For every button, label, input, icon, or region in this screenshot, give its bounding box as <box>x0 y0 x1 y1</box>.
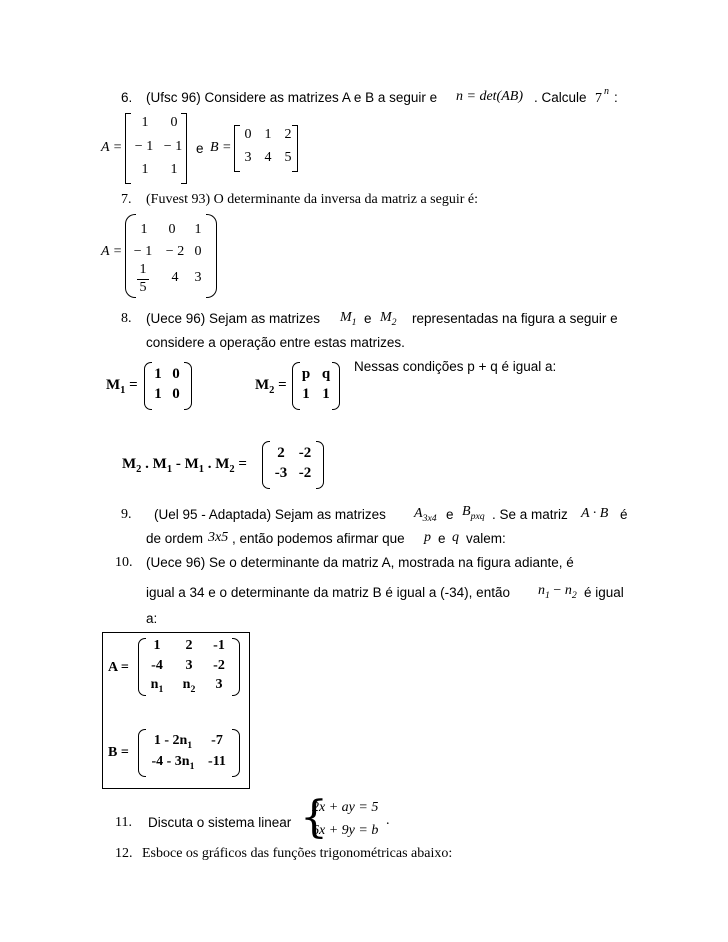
q8-m2-label: $M_2$ = <box>255 377 287 396</box>
q8-result-left-paren <box>262 441 270 489</box>
q9-e2: e <box>438 531 446 546</box>
q7-cell: − 1 <box>133 244 153 259</box>
q12-text: Esboce os gráficos das funções trigonométricas abaixo: <box>142 846 453 861</box>
q9-p: p <box>424 530 431 545</box>
q8-m2-inline: $M_2$ <box>380 310 397 328</box>
q10-text2: igual a 34 e o determinante da matriz B é igual a (-34), então <box>146 585 510 600</box>
q10-a-cell: -1 <box>213 638 225 653</box>
q10-a-cell-n1: $n_1$ <box>150 677 164 695</box>
q7-fraction-numerator: 1 <box>139 262 147 277</box>
q8-result-cell: -2 <box>298 445 312 461</box>
q6-e: e <box>196 141 204 156</box>
q9-text1: (Uel 95 - Adaptada) Sejam as matrizes <box>154 507 386 522</box>
q9-matrix-a: $A_{3x4}$ <box>414 506 437 524</box>
q8-result-right-paren <box>316 441 324 489</box>
q11-equation-2: 6x + 9y = b <box>312 823 379 838</box>
q6-seven: 7 <box>595 91 602 106</box>
q9-text2: . Se a matriz <box>492 507 568 522</box>
q7-cell: 1 <box>140 222 148 237</box>
q7-cell: 0 <box>194 244 202 259</box>
q6-n-expression: n = det(AB) <box>456 89 523 104</box>
q10-text4: a: <box>146 611 158 626</box>
q8-result-cell: -2 <box>298 465 312 481</box>
q6-a-cell: 1 <box>141 115 149 130</box>
q6-text: (Ufsc 96) Considere as matrizes A e B a seguir e <box>146 90 438 105</box>
q9-text3: é <box>620 507 628 522</box>
q7-cell: 4 <box>171 270 179 285</box>
q10-b-cell: -11 <box>208 754 226 769</box>
q8-m2-cell: q <box>321 366 331 382</box>
q11-equation-1: 2x + ay = 5 <box>312 800 379 815</box>
q6-matrix-a-label: A = <box>101 140 123 155</box>
q11-dot: . <box>386 813 390 828</box>
q10-a-cell: 3 <box>185 658 193 673</box>
q9-text5: , então podemos afirmar que <box>232 531 405 546</box>
q10-b-cell: $1 - 2n_1$ <box>153 733 193 751</box>
q10-b-right-paren <box>232 729 240 777</box>
q10-text1: (Uece 96) Se o determinante da matriz A, mostrada na figura adiante, é <box>146 555 574 570</box>
q11-system-brace: { <box>300 792 328 843</box>
q9-matrix-b: $B_{pxq}$ <box>462 504 485 522</box>
q10-matrix-a-label: A = <box>108 660 129 675</box>
q12-number: 12. <box>115 846 133 861</box>
q6-b-cell: 4 <box>264 150 272 165</box>
q8-e: e <box>364 311 372 326</box>
q8-m1-cell: 0 <box>172 366 180 382</box>
q8-text-line1a: (Uece 96) Sejam as matrizes <box>146 311 321 326</box>
q8-m1-label: $M_1$ = <box>106 377 138 396</box>
q7-fraction-denominator: 5 <box>139 280 147 295</box>
q10-a-right-paren <box>232 638 240 696</box>
q7-cell: 3 <box>194 270 202 285</box>
q8-text-line1b: representadas na figura a seguir e <box>412 311 618 326</box>
q8-m1-cell: 0 <box>172 386 180 402</box>
q6-b-cell: 5 <box>284 150 292 165</box>
q8-m1-inline: $M_1$ <box>340 310 357 328</box>
q8-m1-cell: 1 <box>154 366 162 382</box>
q6-b-cell: 0 <box>244 127 252 142</box>
q10-number: 10. <box>115 555 133 570</box>
q10-a-cell: -2 <box>213 658 225 673</box>
q10-a-cell-n2: $n_2$ <box>182 677 196 695</box>
q6-matrix-b-label: B = <box>210 140 232 155</box>
q6-a-cell: − 1 <box>134 139 154 154</box>
q8-m2-cell: 1 <box>322 386 330 402</box>
q11-number: 11. <box>115 815 132 830</box>
q9-product-ab: A · B <box>581 506 609 521</box>
q10-a-cell: 1 <box>153 638 161 653</box>
q11-text: Discuta o sistema linear <box>148 815 292 830</box>
q10-a-cell: 2 <box>185 638 193 653</box>
q7-cell: − 2 <box>165 244 185 259</box>
q8-number: 8. <box>121 311 132 326</box>
q9-q: q <box>452 530 459 545</box>
q10-a-cell: 3 <box>215 677 223 692</box>
q8-operation: $M_2$ . $M_1 - M_1$ . $M_2$ = <box>122 456 247 475</box>
q6-a-cell: 1 <box>170 162 178 177</box>
q9-text6: valem: <box>466 531 506 546</box>
q9-number: 9. <box>121 507 132 522</box>
q7-cell: 1 <box>194 222 202 237</box>
q6-number: 6. <box>121 90 133 105</box>
q6-exponent-n: n <box>604 86 609 97</box>
q10-n1-minus-n2: $n_1 - n_2$ <box>538 583 577 601</box>
q10-a-cell: -4 <box>151 658 163 673</box>
q8-text-line2: considere a operação entre estas matrizes. <box>146 335 405 350</box>
q9-text4: de ordem <box>146 531 204 546</box>
q6-b-cell: 3 <box>244 150 252 165</box>
q7-text: (Fuvest 93) O determinante da inversa da matriz a seguir é: <box>146 192 478 207</box>
q8-text-line3: Nessas condições p + q é igual a: <box>354 359 557 374</box>
q6-text-calcule: . Calcule <box>534 90 587 105</box>
q10-b-cell: -7 <box>211 733 223 748</box>
q9-e: e <box>446 507 454 522</box>
q7-cell: 0 <box>168 222 176 237</box>
q6-b-cell: 2 <box>284 127 292 142</box>
q8-result-cell: 2 <box>277 445 285 461</box>
q6-colon: : <box>614 90 618 105</box>
q6-a-cell: 0 <box>170 115 178 130</box>
q8-m2-cell: p <box>301 366 311 382</box>
q6-a-cell: − 1 <box>163 139 183 154</box>
q8-m1-cell: 1 <box>154 386 162 402</box>
q6-a-cell: 1 <box>141 162 149 177</box>
q6-b-cell: 1 <box>264 127 272 142</box>
q7-matrix-a-label: A = <box>101 244 123 259</box>
q7-number: 7. <box>121 192 132 207</box>
q10-b-cell: $-4 - 3n_1$ <box>151 754 195 772</box>
q9-order: 3x5 <box>208 530 229 545</box>
q8-m2-cell: 1 <box>302 386 310 402</box>
q8-m1-right-paren <box>184 362 192 410</box>
q8-result-cell: -3 <box>274 465 288 481</box>
q10-matrix-b-label: B = <box>108 745 129 760</box>
q10-text3: é igual <box>584 585 624 600</box>
